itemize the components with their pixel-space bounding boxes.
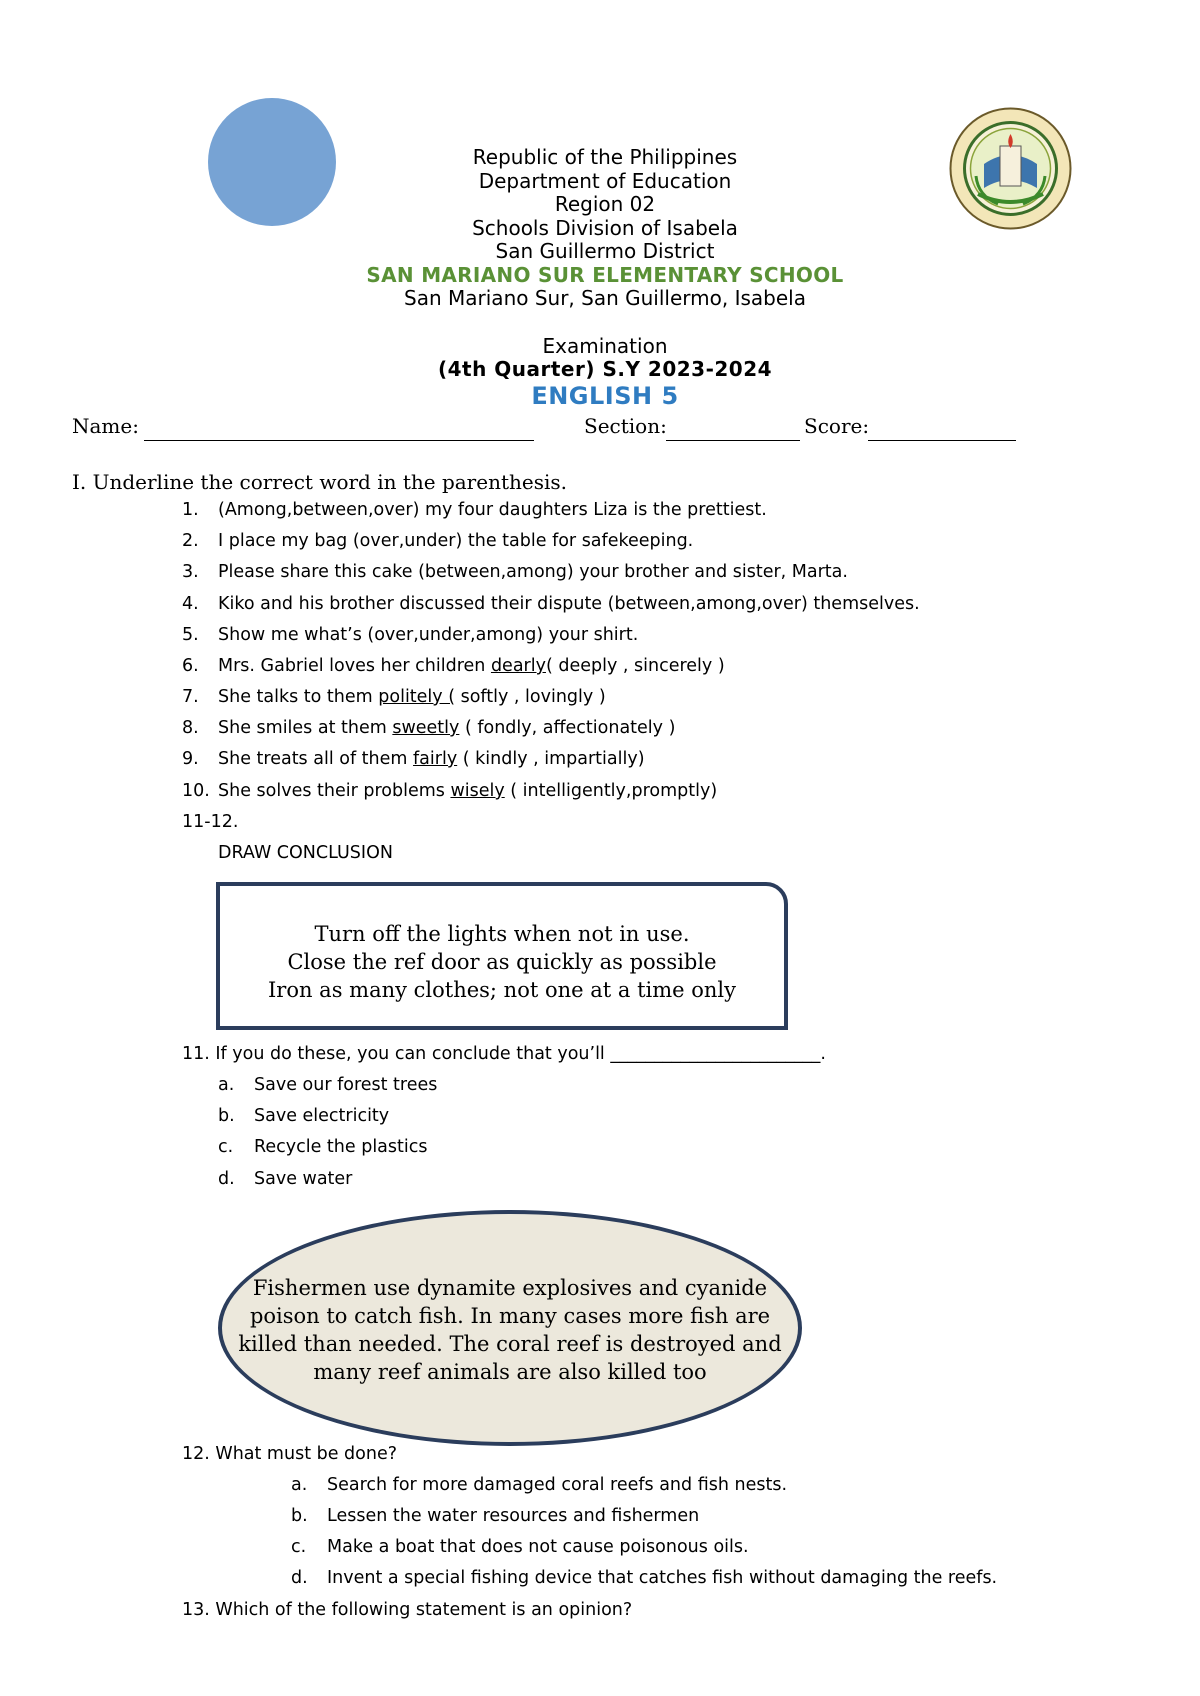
list-item: 4. Kiko and his brother discussed their dispute (between,among,over) themselves. xyxy=(182,594,920,614)
list-item: 2. I place my bag (over,under) the table for safekeeping. xyxy=(182,531,694,551)
draw-conclusion-heading: DRAW CONCLUSION xyxy=(218,843,393,863)
underlined-word: wisely xyxy=(450,781,505,801)
header-line-republic: Republic of the Philippines xyxy=(472,145,738,169)
choice-item: a. Save our forest trees xyxy=(218,1075,438,1095)
header-line-department: Department of Education xyxy=(478,168,732,193)
name-label: Name: xyxy=(72,414,139,438)
list-item: 6. Mrs. Gabriel loves her children dearly( deeply , sincerely ) xyxy=(182,656,725,676)
instruction-text: I. Underline the correct word in the parenthesis. xyxy=(72,470,567,494)
exam-quarter: (4th Quarter) S.Y 2023-2024 xyxy=(437,357,773,381)
box-line: Close the ref door as quickly as possible xyxy=(287,950,717,974)
score-field[interactable] xyxy=(868,440,1016,441)
student-info-row xyxy=(72,414,1152,446)
school-address: San Mariano Sur, San Guillermo, Isabela xyxy=(404,286,806,310)
question-13: 13. Which of the following statement is an opinion? xyxy=(182,1600,633,1620)
box-line: Turn off the lights when not in use. xyxy=(314,922,690,946)
choice-item: a. Search for more damaged coral reefs and fish nests. xyxy=(291,1475,788,1495)
list-item: 9. She treats all of them fairly ( kindly , impartially) xyxy=(182,749,645,769)
school-seal-icon xyxy=(948,106,1073,231)
passage-text: Fishermen use dynamite explosives and cyanide poison to catch fish. In many cases more fish are killed than needed. The coral reef is destroyed and many reef animals are also killed too xyxy=(238,1276,782,1384)
exam-heading xyxy=(300,335,910,411)
list-item: 7. She talks to them politely ( softly , lovingly ) xyxy=(182,687,606,707)
choice-item: c. Recycle the plastics xyxy=(218,1137,428,1157)
exam-title: Examination xyxy=(542,334,668,358)
underlined-word: sweetly xyxy=(392,718,460,738)
list-item: 3. Please share this cake (between,among) your brother and sister, Marta. xyxy=(182,562,848,582)
range-label: 11-12. xyxy=(182,812,239,832)
list-item: 1. (Among,between,over) my four daughters Liza is the prettiest. xyxy=(182,500,767,520)
exam-subject: ENGLISH 5 xyxy=(531,382,679,410)
header-line-region: Region 02 xyxy=(554,192,656,216)
header-line-division: Schools Division of Isabela xyxy=(472,215,738,240)
choice-item: b. Save electricity xyxy=(218,1106,390,1126)
question-11: 11. If you do these, you can conclude that you’ll ________________________. xyxy=(182,1044,826,1064)
list-item: 5. Show me what’s (over,under,among) your shirt. xyxy=(182,625,639,645)
choice-item: d. Save water xyxy=(218,1169,353,1189)
box-line: Iron as many clothes; not one at a time only xyxy=(268,978,736,1002)
section-field[interactable] xyxy=(666,440,800,441)
choice-item: d. Invent a special fishing device that catches fish without damaging the reefs. xyxy=(291,1568,998,1588)
underlined-word: fairly xyxy=(413,749,458,769)
list-item: 8. She smiles at them sweetly ( fondly, affectionately ) xyxy=(182,718,676,738)
letterhead xyxy=(300,146,910,311)
conclusion-box xyxy=(216,882,788,1030)
list-item: 10. She solves their problems wisely ( intelligently,promptly) xyxy=(182,781,718,801)
underlined-word: politely ( xyxy=(378,687,456,707)
score-label: Score: xyxy=(804,414,870,438)
choice-item: b. Lessen the water resources and fishermen xyxy=(291,1506,700,1526)
school-name: SAN MARIANO SUR ELEMENTARY SCHOOL xyxy=(366,262,844,287)
choice-item: c. Make a boat that does not cause poisonous oils. xyxy=(291,1537,749,1557)
underlined-word: dearly xyxy=(490,656,546,676)
name-field[interactable] xyxy=(144,440,534,441)
header-line-district: San Guillermo District xyxy=(495,239,715,263)
section-label: Section: xyxy=(584,414,667,438)
question-12: 12. What must be done? xyxy=(182,1444,398,1464)
